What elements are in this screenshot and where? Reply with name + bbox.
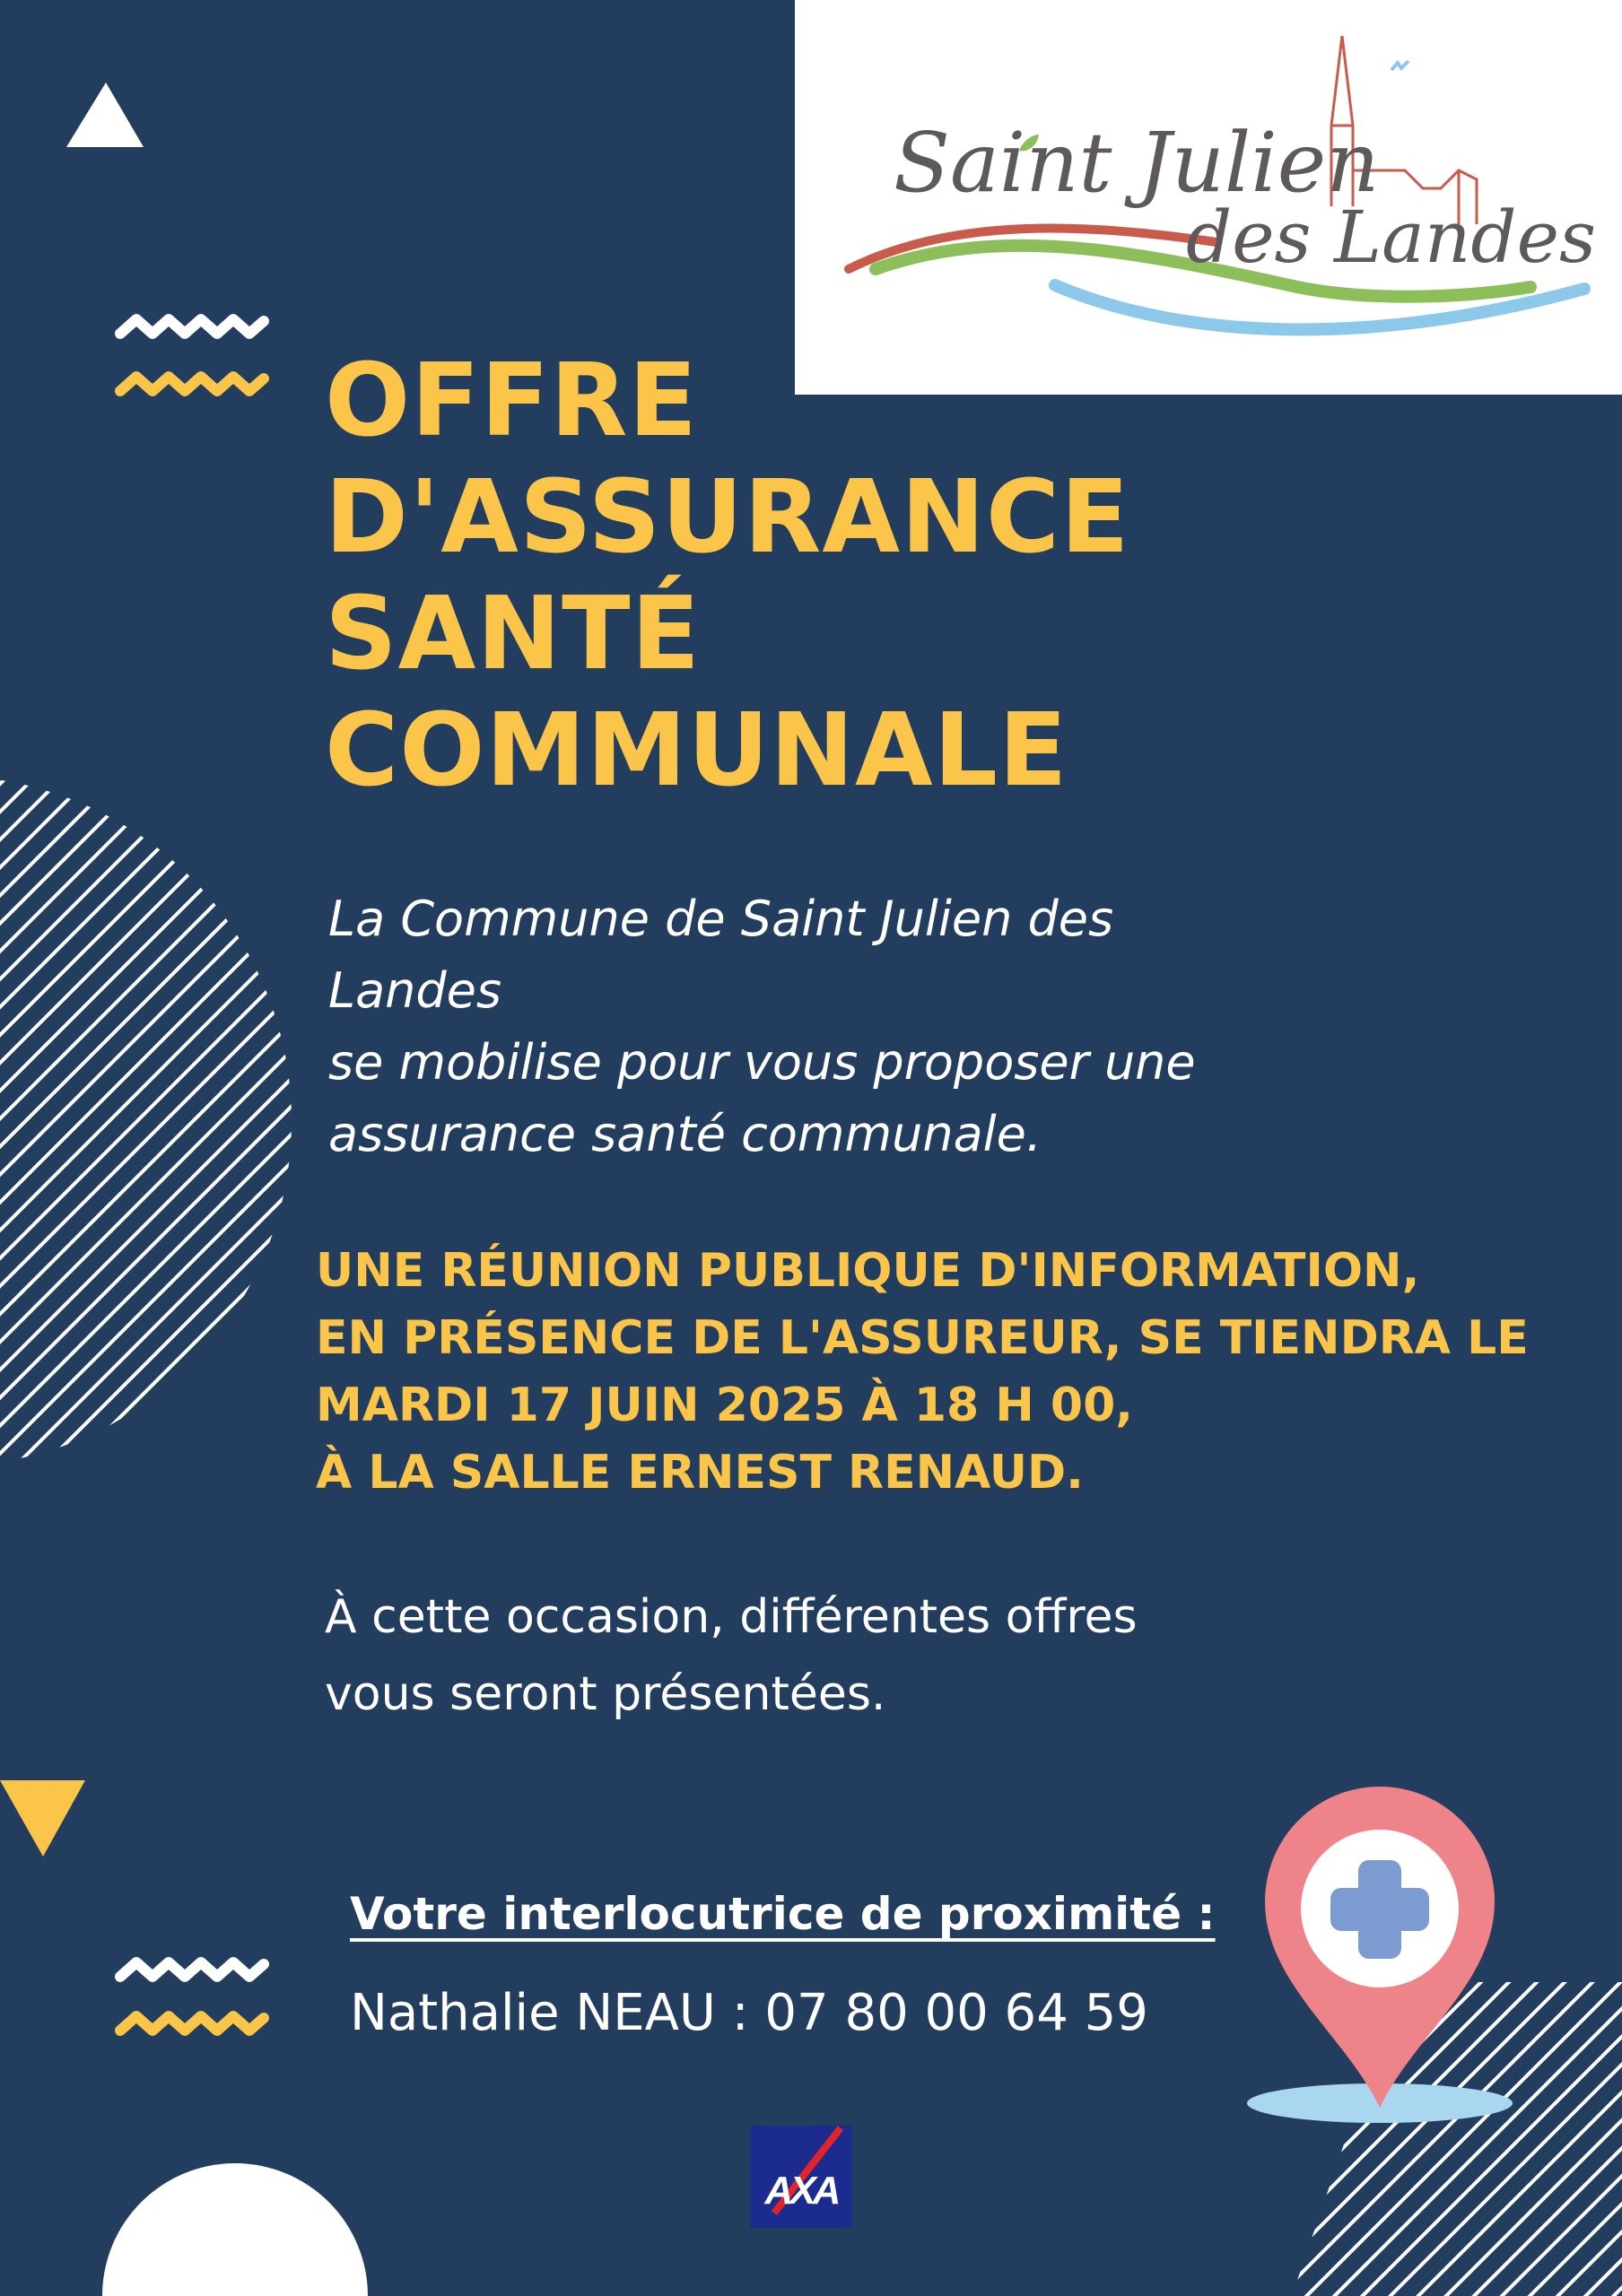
intro-line: assurance santé communale.: [328, 1106, 1042, 1162]
contact-heading: Votre interlocutrice de proximité :: [350, 1888, 1216, 1940]
meeting-line: EN PRÉSENCE DE L'ASSUREUR, SE TIENDRA LE: [316, 1311, 1529, 1365]
intro-line: La Commune de Saint Julien des: [328, 891, 1114, 947]
intro-line: Landes: [328, 962, 502, 1019]
contact-phone: Nathalie NEAU : 07 80 00 64 59: [350, 1984, 1148, 2042]
circle-decoration: [102, 2163, 368, 2296]
axa-logo-text: AXA: [764, 2169, 838, 2213]
meeting-line: À LA SALLE ERNEST RENAUD.: [316, 1446, 1084, 1500]
occasion-line: vous seront présentées.: [325, 1667, 886, 1721]
axa-logo: [750, 2126, 852, 2228]
title-line: COMMUNALE: [325, 692, 1068, 809]
title-line: OFFRE: [325, 343, 698, 459]
occasion-text: [325, 1578, 1312, 1733]
intro-text: [328, 883, 1225, 1170]
stripes-decoration: [0, 776, 292, 1466]
triangle-yellow-icon: [0, 1780, 85, 1857]
intro-line: se mobilise pour vous proposer une: [328, 1034, 1196, 1091]
wave-icon: [120, 1962, 264, 2031]
title-line: SANTÉ: [325, 576, 701, 692]
logo-line-2: des Landes: [1186, 196, 1596, 279]
logo-line-1: Saint Julien: [894, 115, 1380, 211]
meeting-line: MARDI 17 JUIN 2025 À 18 H 00,: [316, 1378, 1134, 1432]
occasion-line: À cette occasion, différentes offres: [325, 1590, 1138, 1644]
page-title: [325, 343, 1130, 809]
commune-logo: [795, 0, 1622, 395]
wave-icon: [120, 319, 264, 391]
triangle-white-icon: [66, 83, 144, 147]
meeting-line: UNE RÉUNION PUBLIQUE D'INFORMATION,: [316, 1244, 1420, 1298]
title-line: D'ASSURANCE: [325, 459, 1130, 576]
meeting-announcement: [316, 1238, 1572, 1507]
bird-icon: [1391, 61, 1408, 70]
